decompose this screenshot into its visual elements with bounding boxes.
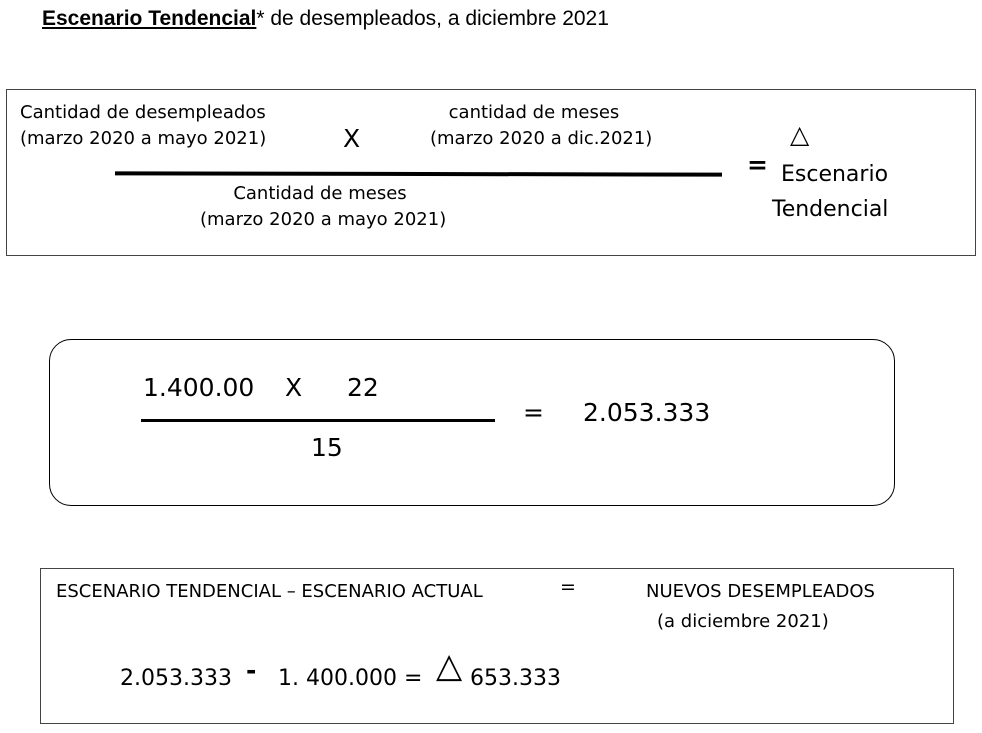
summary-value-b: 1. 400.000 = — [278, 666, 423, 691]
calc-fraction-bar — [141, 419, 495, 422]
summary-equals: = — [560, 576, 576, 598]
page-title — [42, 7, 609, 31]
summary-left-label: ESCENARIO TENDENCIAL – ESCENARIO ACTUAL — [56, 581, 483, 602]
calculation-box — [49, 339, 895, 506]
result-line1: Escenario — [781, 162, 889, 187]
formula-times: X — [343, 124, 361, 153]
summary-value-a: 2.053.333 — [120, 666, 232, 691]
calc-numerator-b: 22 — [347, 373, 379, 402]
delta-icon: △ — [790, 120, 810, 149]
calc-times: X — [285, 373, 303, 402]
calc-result: 2.053.333 — [583, 398, 711, 427]
numerator-left-line2: (marzo 2020 a mayo 2021) — [20, 128, 267, 149]
summary-result: 653.333 — [470, 666, 561, 691]
denominator-line1: Cantidad de meses — [233, 183, 407, 204]
numerator-left-line1: Cantidad de desempleados — [20, 102, 266, 123]
calc-denominator: 15 — [311, 433, 343, 462]
summary-right-sub: (a diciembre 2021) — [657, 611, 829, 632]
numerator-right-line1: cantidad de meses — [448, 102, 620, 123]
calc-equals: = — [523, 398, 544, 427]
title-bold: Escenario Tendencial — [42, 7, 257, 30]
title-rest: * de desempleados, a diciembre 2021 — [256, 7, 609, 30]
summary-right-label: NUEVOS DESEMPLEADOS — [646, 581, 875, 602]
result-line2: Tendencial — [772, 197, 889, 222]
summary-minus: - — [246, 656, 257, 685]
formula-equals: = — [747, 150, 768, 179]
numerator-right-line2: (marzo 2020 a dic.2021) — [430, 128, 653, 149]
denominator-line2: (marzo 2020 a mayo 2021) — [200, 209, 447, 230]
calc-numerator-a: 1.400.00 — [143, 373, 255, 402]
summary-delta-icon: △ — [436, 646, 463, 686]
